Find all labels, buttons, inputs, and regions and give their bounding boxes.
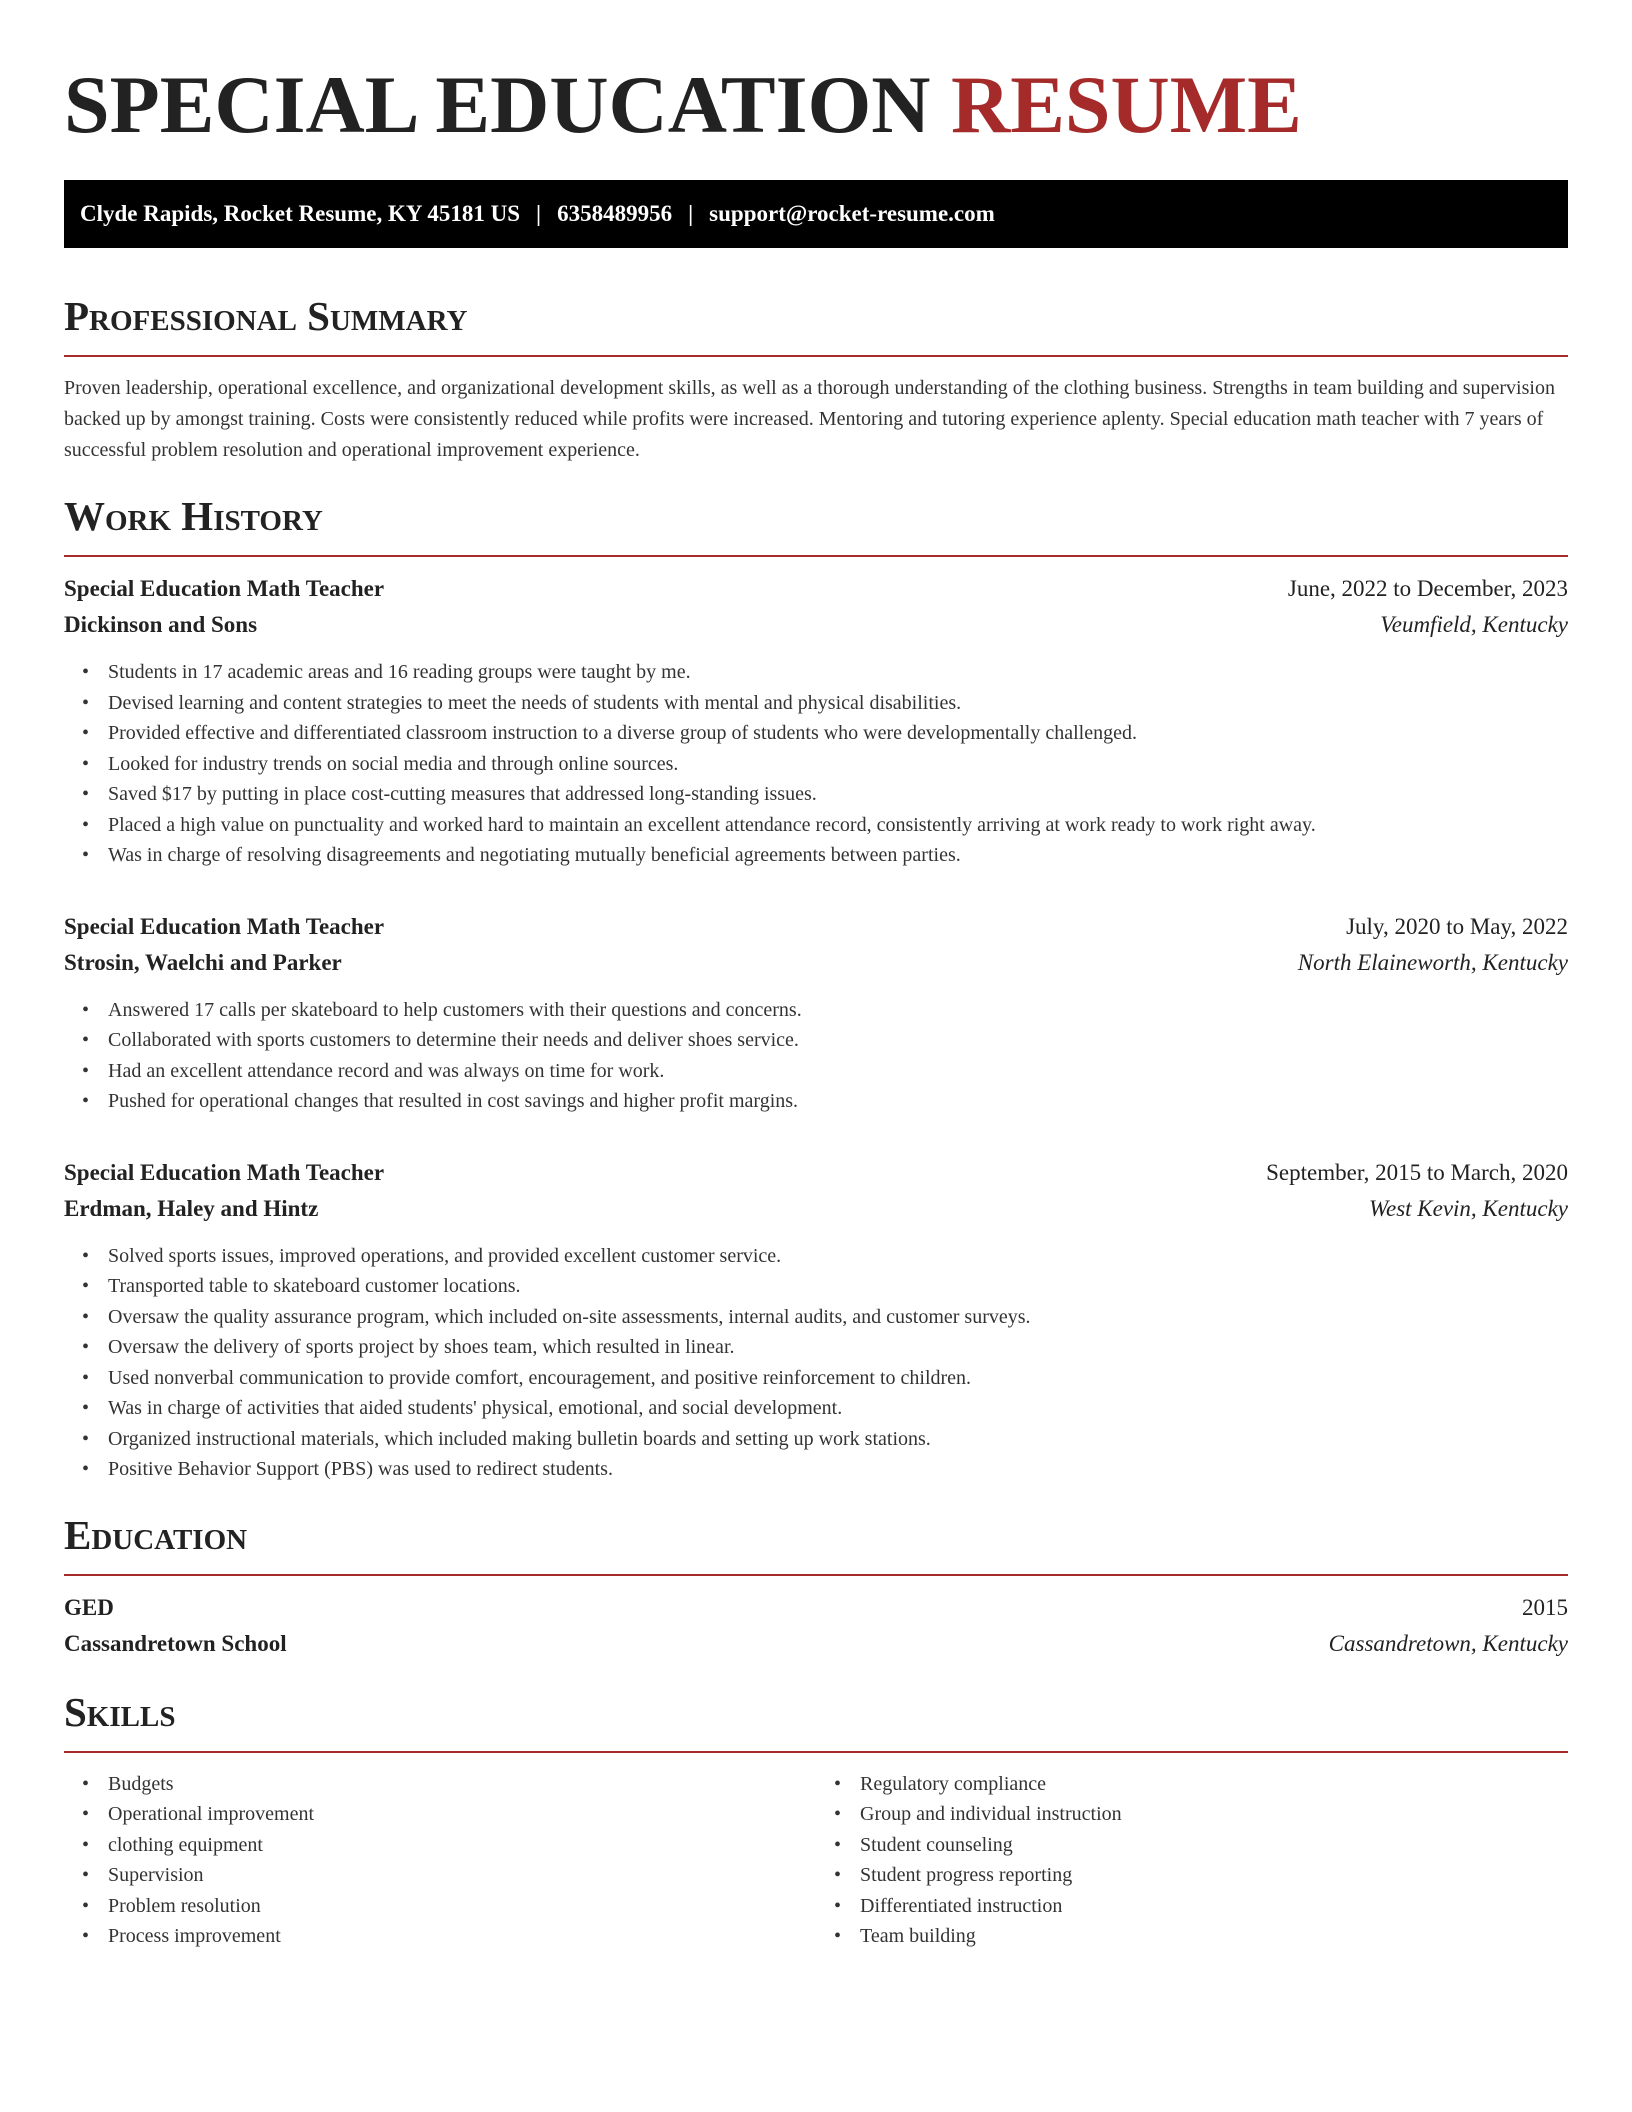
- contact-separator: |: [688, 201, 694, 226]
- job-duty: • Used nonverbal communication to provide comfort, encouragement, and positive reinforcement to children.: [108, 1363, 1568, 1394]
- contact-bar: [64, 180, 1568, 248]
- skills-section: [64, 1688, 1568, 1952]
- job-title: Special Education Math Teacher: [64, 1159, 385, 1185]
- education-location: Cassandretown, Kentucky: [1328, 1630, 1568, 1656]
- job-duty: • Solved sports issues, improved operations, and provided excellent customer service.: [108, 1241, 1568, 1272]
- job-title: Special Education Math Teacher: [64, 913, 385, 939]
- skill-item: • Differentiated instruction: [860, 1891, 1568, 1922]
- job-dates: June, 2022 to December, 2023: [1287, 576, 1568, 601]
- job-title-row: [64, 1155, 1568, 1191]
- education-entry: [64, 1590, 1568, 1662]
- job-duty: • Organized instructional materials, which included making bulletin boards and setting up work stations.: [108, 1424, 1568, 1455]
- skill-item: • Process improvement: [108, 1921, 816, 1952]
- skill-item: • Budgets: [108, 1769, 816, 1800]
- skill-item: • Group and individual instruction: [860, 1799, 1568, 1830]
- job-duty: • Saved $17 by putting in place cost-cutting measures that addressed long-standing issues.: [108, 779, 1568, 810]
- job-company-row: [64, 945, 1568, 981]
- title-main: SPECIAL EDUCATION: [64, 59, 931, 150]
- job-entry: [64, 1155, 1568, 1485]
- skill-item: • Supervision: [108, 1860, 816, 1891]
- section-divider: [64, 1574, 1568, 1576]
- job-location: Veumfield, Kentucky: [1380, 612, 1568, 637]
- job-duties: [64, 657, 1568, 871]
- education-school: Cassandretown School: [64, 1630, 287, 1656]
- job-duty: • Had an excellent attendance record and was always on time for work.: [108, 1056, 1568, 1087]
- job-dates: July, 2020 to May, 2022: [1346, 913, 1568, 939]
- skills-columns: [64, 1769, 1568, 1952]
- job-duty: • Looked for industry trends on social media and through online sources.: [108, 749, 1568, 780]
- job-duty: • Provided effective and differentiated classroom instruction to a diverse group of students who were developmentally challenged.: [108, 718, 1568, 749]
- contact-address: Clyde Rapids, Rocket Resume, KY 45181 US: [80, 201, 520, 226]
- job-duty: • Pushed for operational changes that resulted in cost savings and higher profit margins.: [108, 1086, 1568, 1117]
- job-company-row: [64, 1191, 1568, 1227]
- skills-list-right: [816, 1769, 1568, 1952]
- contact-phone: 6358489956: [557, 201, 673, 226]
- job-duty: • Placed a high value on punctuality and worked hard to maintain an excellent attendance record, consistently arriving at work ready to work right away.: [108, 810, 1568, 841]
- job-duty: • Positive Behavior Support (PBS) was used to redirect students.: [108, 1454, 1568, 1485]
- skills-list-left: [64, 1769, 816, 1952]
- resume-title: [64, 59, 1568, 150]
- skill-item: • Team building: [860, 1921, 1568, 1952]
- education-school-row: [64, 1626, 1568, 1662]
- education-heading: Education: [64, 1511, 248, 1558]
- job-title-row: [64, 571, 1568, 607]
- job-location: North Elaineworth, Kentucky: [1297, 949, 1568, 975]
- job-company: Strosin, Waelchi and Parker: [64, 949, 342, 975]
- skill-item: • Problem resolution: [108, 1891, 816, 1922]
- job-company-row: [64, 607, 1568, 643]
- job-company: Dickinson and Sons: [64, 612, 258, 637]
- job-duty: • Transported table to skateboard customer locations.: [108, 1271, 1568, 1302]
- education-degree-row: [64, 1590, 1568, 1626]
- job-duty: • Oversaw the delivery of sports project by shoes team, which resulted in linear.: [108, 1332, 1568, 1363]
- job-entry: [64, 909, 1568, 1117]
- education-section: [64, 1511, 1568, 1662]
- job-duties: [64, 1241, 1568, 1485]
- job-duty: • Students in 17 academic areas and 16 reading groups were taught by me.: [108, 657, 1568, 688]
- job-duty: • Collaborated with sports customers to determine their needs and deliver shoes service.: [108, 1025, 1568, 1056]
- job-dates: September, 2015 to March, 2020: [1266, 1159, 1568, 1185]
- job-duty: • Was in charge of activities that aided students' physical, emotional, and social development.: [108, 1393, 1568, 1424]
- job-location: West Kevin, Kentucky: [1368, 1195, 1568, 1221]
- work-history-section: [64, 493, 1568, 1485]
- summary-heading: Professional Summary: [64, 293, 468, 339]
- job-entry: [64, 571, 1568, 871]
- summary-text: Proven leadership, operational excellence, and organizational development skills, as well as a thorough understanding of the clothing business. Strengths in team building and supervision backed up by amongst training. Costs were consistently reduced while profits were increased. Mentoring and tutoring experience aplenty. Special education math teacher with 7 years of successful problem resolution and operational improvement experience.: [64, 377, 1555, 461]
- job-duty: • Was in charge of resolving disagreements and negotiating mutually beneficial agreements between parties.: [108, 840, 1568, 871]
- education-year: 2015: [1522, 1594, 1568, 1620]
- job-company: Erdman, Haley and Hintz: [64, 1195, 319, 1221]
- job-title: Special Education Math Teacher: [64, 576, 385, 601]
- job-duty: • Oversaw the quality assurance program, which included on-site assessments, internal audits, and customer surveys.: [108, 1302, 1568, 1333]
- work-history-heading: Work History: [64, 493, 323, 539]
- skill-item: • Regulatory compliance: [860, 1769, 1568, 1800]
- section-divider: [64, 355, 1568, 357]
- education-degree: GED: [64, 1594, 114, 1620]
- section-divider: [64, 555, 1568, 557]
- skill-item: • clothing equipment: [108, 1830, 816, 1861]
- resume-content: [64, 60, 1568, 1952]
- skills-heading: Skills: [64, 1688, 176, 1735]
- job-title-row: [64, 909, 1568, 945]
- job-duty: • Answered 17 calls per skateboard to help customers with their questions and concerns.: [108, 995, 1568, 1026]
- title-accent: RESUME: [951, 59, 1302, 150]
- section-divider: [64, 1751, 1568, 1753]
- skill-item: • Student counseling: [860, 1830, 1568, 1861]
- job-duty: • Devised learning and content strategies to meet the needs of students with mental and physical disabilities.: [108, 688, 1568, 719]
- skill-item: • Operational improvement: [108, 1799, 816, 1830]
- summary-section: [64, 293, 1568, 466]
- contact-separator: |: [536, 201, 542, 226]
- contact-email[interactable]: support@rocket-resume.com: [709, 201, 995, 226]
- job-duties: [64, 995, 1568, 1117]
- skill-item: • Student progress reporting: [860, 1860, 1568, 1891]
